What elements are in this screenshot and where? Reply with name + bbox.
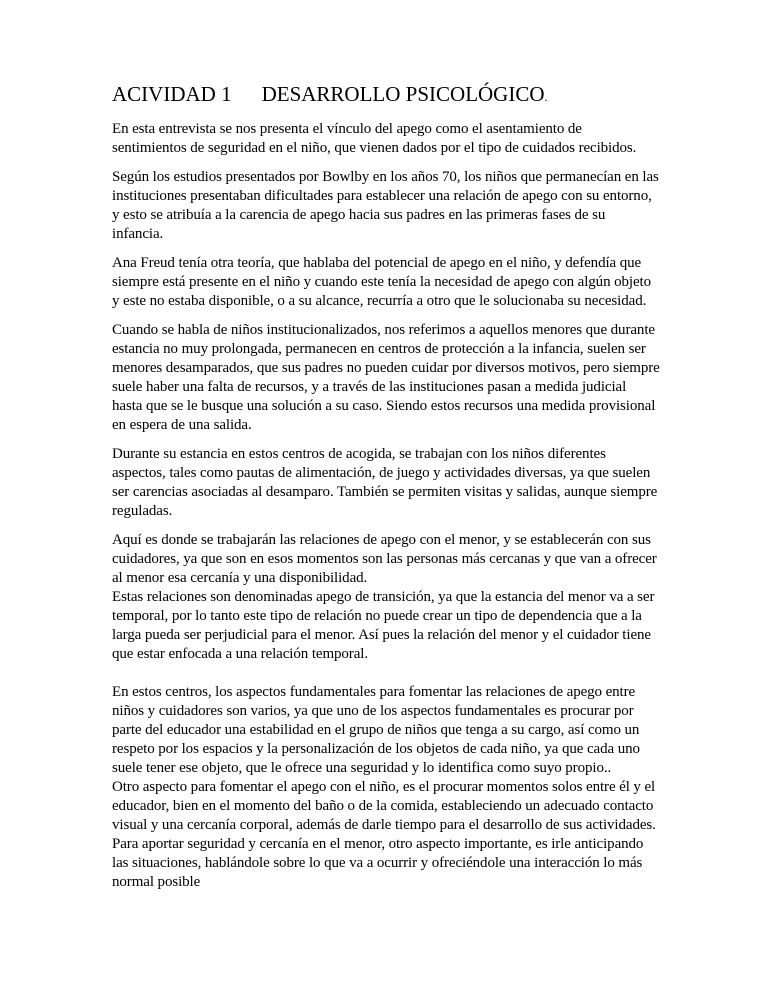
paragraph: Otro aspecto para fomentar el apego con el niño, es el procurar momentos solos entre él y el educador, bien en el momento del baño o de la comida, estableciendo un adecuado contacto visual y una cercanía corporal, además de darle tiempo para el desarrollo de sus actividades. Para aportar seguridad y cercanía en el menor, otro aspecto importante, es irle anticipando las situaciones, hablándole sobre lo que va a ocurrir y ofreciéndole una interacción lo más normal posible bbox=[112, 779, 656, 890]
paragraph: Según los estudios presentados por Bowlby en los años 70, los niños que permanecían en las instituciones presentaban dificultades para establecer una relación de apego con su entorno, y esto se atribuía a la carencia de apego hacia sus padres en las primeras fases de su infancia. bbox=[112, 169, 659, 242]
title-dot: . bbox=[544, 90, 548, 104]
document-title bbox=[112, 80, 548, 111]
title-activity: ACIVIDAD 1 bbox=[112, 82, 232, 106]
document-body bbox=[112, 120, 660, 892]
paragraph: Cuando se habla de niños institucionalizados, nos referimos a aquellos menores que durante estancia no muy prolongada, permanecen en centros de protección a la infancia, suelen ser menores desamparados, que sus padres no pueden cuidar por diversos motivos, pero siempre suele haber una falta de recursos, y a través de las instituciones pasan a medida judicial hasta que se le busque una solución a su caso. Siendo estos recursos una medida provisional en espera de una salida. bbox=[112, 322, 660, 433]
paragraph: En esta entrevista se nos presenta el vínculo del apego como el asentamiento de sentimientos de seguridad en el niño, que vienen dados por el tipo de cuidados recibidos. bbox=[112, 121, 637, 156]
title-subject: DESARROLLO PSICOLÓGICO bbox=[261, 82, 545, 106]
paragraph: Durante su estancia en estos centros de acogida, se trabajan con los niños diferentes aspectos, tales como pautas de alimentación, de juego y actividades diversas, ya que suelen ser carencias asociadas al desamparo. También se permiten visitas y salidas, aunque siempre reguladas. bbox=[112, 446, 658, 519]
paragraph: En estos centros, los aspectos fundamentales para fomentar las relaciones de apego entre niños y cuidadores son varios, ya que uno de los aspectos fundamentales es procurar por parte del educador una estabilidad en el grupo de niños que tenga a su cargo, así como un respeto por los espacios y la personalización de los objetos de cada niño, ya que cada uno suele tener ese objeto, que le ofrece una seguridad y lo identifica como suyo propio.. bbox=[112, 684, 640, 776]
paragraph: Ana Freud tenía otra teoría, que hablaba del potencial de apego en el niño, y defendía que siempre está presente en el niño y cuando este tenía la necesidad de apego con algún objeto y este no estaba disponible, o a su alcance, recurría a otro que le solucionaba su necesidad. bbox=[112, 255, 652, 309]
paragraph: Estas relaciones son denominadas apego de transición, ya que la estancia del menor va a ser temporal, por lo tanto este tipo de relación no puede crear un tipo de dependencia que a la larga pueda ser perjudicial para el menor. Así pues la relación del menor y el cuidador tiene que estar enfocada a una relación temporal. bbox=[112, 589, 655, 662]
paragraph: Aquí es donde se trabajarán las relaciones de apego con el menor, y se establecerán con sus cuidadores, ya que son en esos momentos son las personas más cercanas y que van a ofrecer al menor esa cercanía y una disponibilidad. bbox=[112, 532, 657, 586]
